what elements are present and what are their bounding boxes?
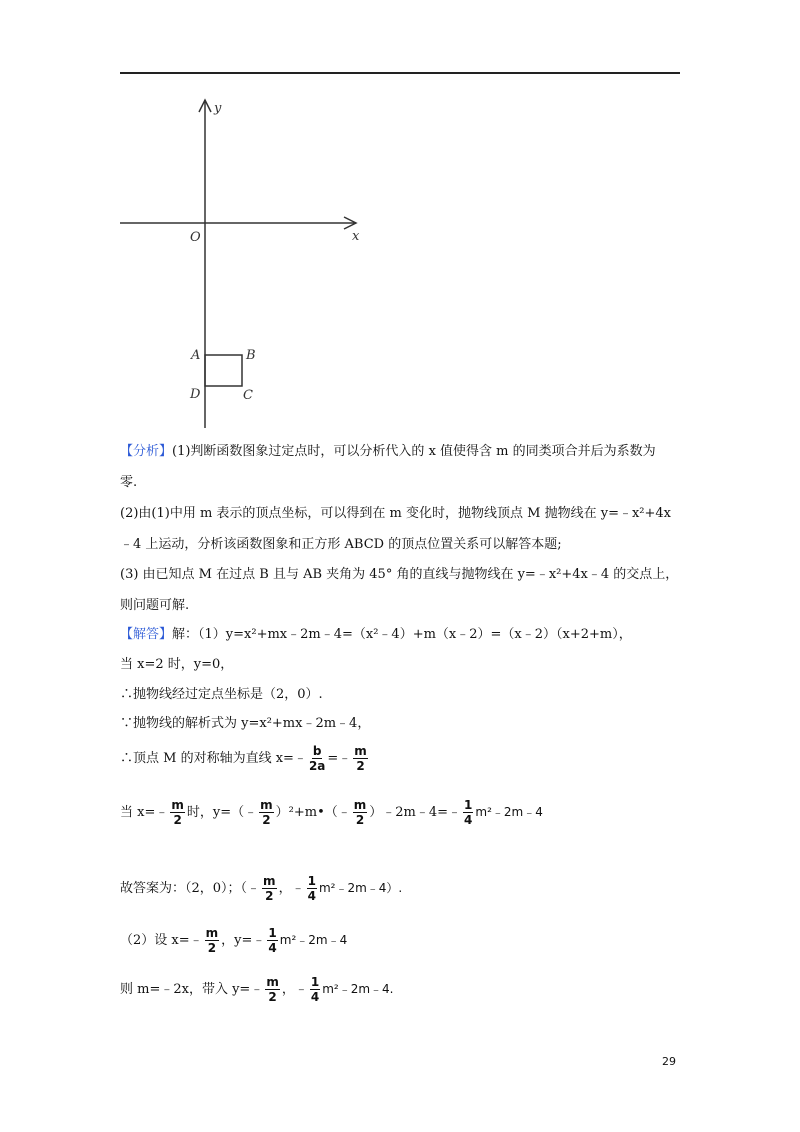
analysis-line-2: 零. [120, 475, 138, 490]
analysis-line-6: 则问题可解. [120, 598, 190, 613]
fraction: $\frac{m}{2}$ [205, 925, 219, 955]
solution-line-5: ∴顶点 M 的对称轴为直线 x=﹣ $\frac{b}{2a}$ =﹣ $\frac{m}{2}$ [120, 743, 367, 773]
y-axis-label: y [214, 101, 222, 116]
fraction: $\frac{1}{4}$ [268, 925, 277, 955]
solution-tag: 【解答】 [120, 627, 173, 642]
solution-line-1: 【解答】解：（1）y=x²+mx﹣2m﹣4=（x²﹣4）+m（x﹣2）=（x﹣2）（x+2+m）， [120, 627, 632, 642]
point-d-label: D [190, 387, 201, 402]
solution-line-6: 当 x=﹣ $\frac{m}{2}$ 时，y=（﹣ $\frac{m}{2}$ ）²+m•（﹣ $\frac{m}{2}$ ）﹣2m﹣4=﹣ $\frac{1}{4}$ m²﹣2m﹣4 [120, 797, 543, 827]
fraction: $\frac{m}{2}$ [354, 743, 367, 773]
solution-line-2: 当 x=2 时，y=0， [120, 657, 234, 672]
page-number: 29 [662, 1055, 676, 1068]
fraction: $\frac{b}{2a}$ [308, 743, 326, 773]
fraction: $\frac{m}{2}$ [171, 797, 184, 827]
origin-label: O [190, 230, 201, 245]
fraction: $\frac{1}{4}$ [307, 873, 316, 903]
point-b-label: B [246, 348, 256, 363]
solution-line-7: 故答案为：（2，0）；（﹣ $\frac{m}{2}$ ，﹣ $\frac{1}{4}$ m²﹣2m﹣4）. [120, 873, 403, 903]
fraction: $\frac{m}{2}$ [353, 797, 367, 827]
solution-line-4: ∵抛物线的解析式为 y=x²+mx﹣2m﹣4， [120, 716, 371, 731]
analysis-line-4: ﹣4 上运动，分析该函数图象和正方形 ABCD 的顶点位置关系可以解答本题; [120, 537, 562, 552]
x-axis-label: x [352, 229, 360, 244]
square-abcd [205, 355, 242, 386]
coordinate-figure [0, 0, 800, 440]
point-a-label: A [191, 348, 201, 363]
fraction: $\frac{m}{2}$ [263, 873, 276, 903]
analysis-tag: 【分析】 [120, 444, 173, 459]
fraction: $\frac{1}{4}$ [464, 797, 473, 827]
fraction: $\frac{m}{2}$ [266, 974, 279, 1004]
solution-line-9: 则 m=﹣2x，带入 y=﹣ $\frac{m}{2}$ ，﹣ $\frac{1}{4}$ m²﹣2m﹣4. [120, 974, 394, 1004]
point-c-label: C [243, 388, 253, 403]
fraction: $\frac{m}{2}$ [260, 797, 273, 827]
fraction: $\frac{1}{4}$ [310, 974, 320, 1004]
analysis-line-1: 【分析】(1)判断函数图象过定点时，可以分析代入的 x 值使得含 m 的同类项合并后为系数为 [120, 444, 656, 459]
solution-line-3: ∴抛物线经过定点坐标是（2，0）. [120, 687, 323, 702]
analysis-line-5: (3) 由已知点 M 在过点 B 且与 AB 夹角为 45° 角的直线与抛物线在 y=﹣x²+4x﹣4 的交点上， [120, 567, 679, 582]
solution-line-8: （2）设 x=﹣ $\frac{m}{2}$ ，y=﹣ $\frac{1}{4}$ m²﹣2m﹣4 [120, 925, 348, 955]
analysis-line-3: (2)由(1)中用 m 表示的顶点坐标，可以得到在 m 变化时，抛物线顶点 M 抛物线在 y=﹣x²+4x [120, 506, 671, 521]
